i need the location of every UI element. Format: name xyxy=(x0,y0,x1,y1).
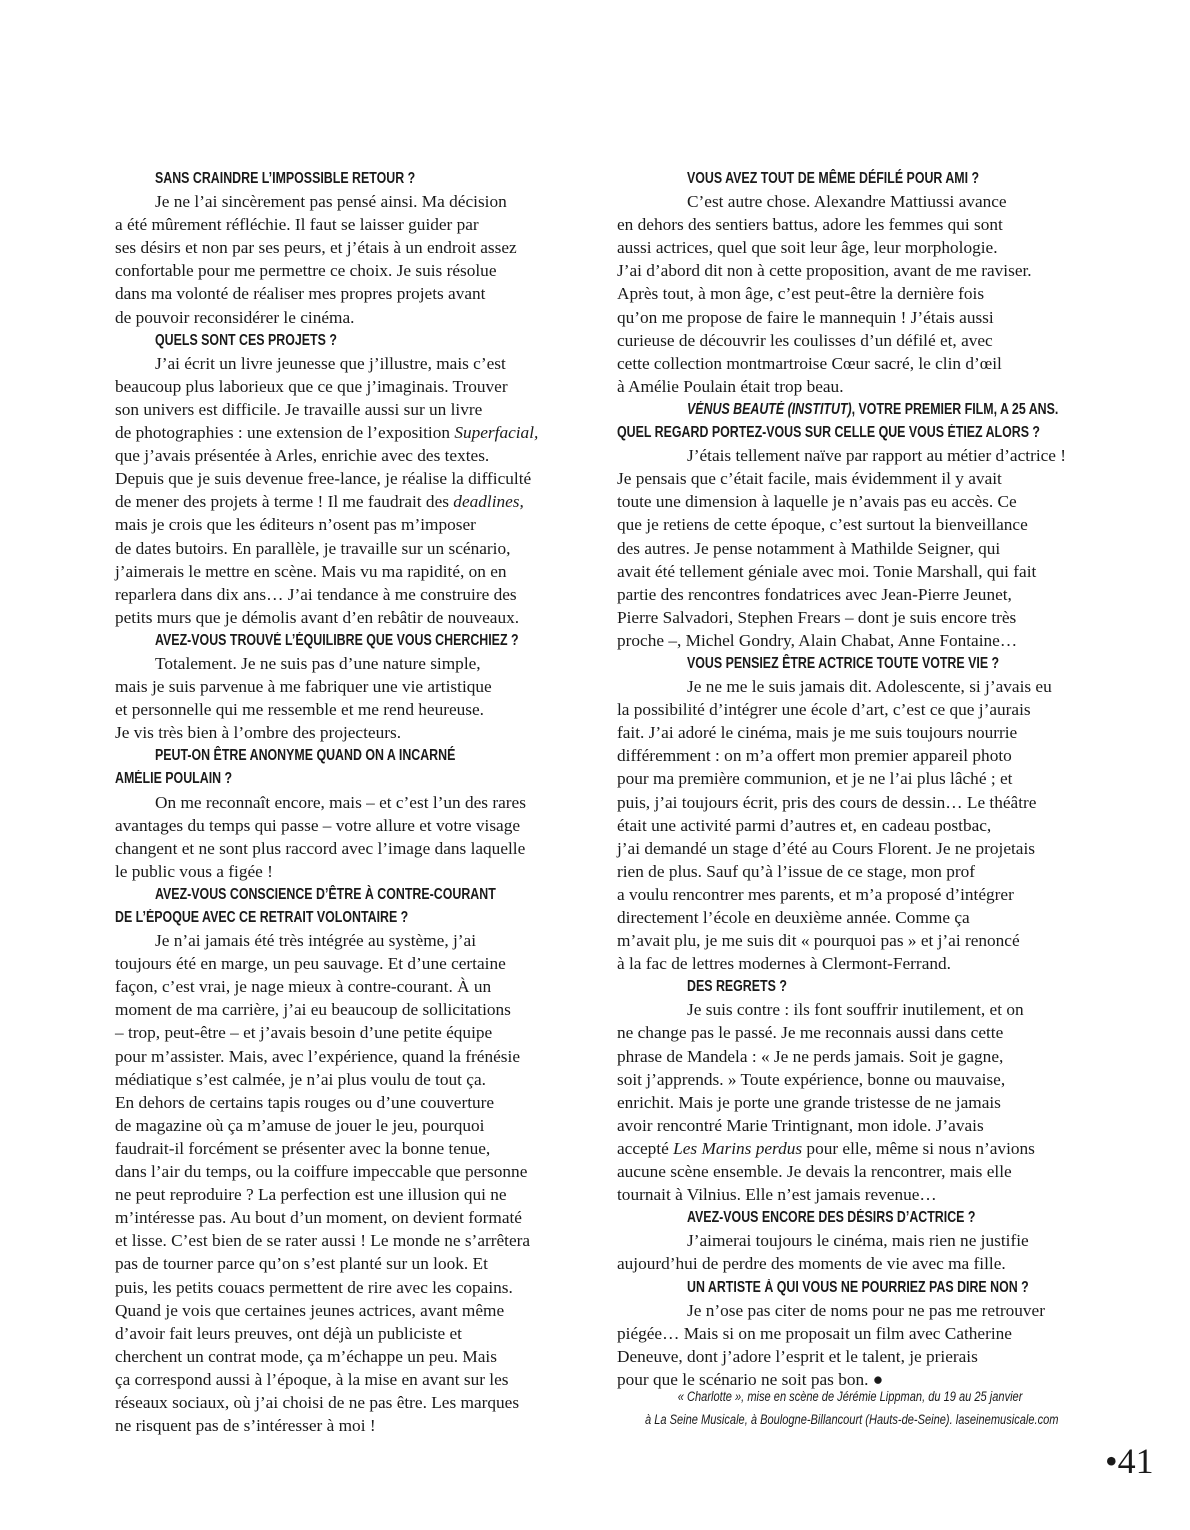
text-run: Je ne me le suis jamais dit. Adolescente, si j’avais eu xyxy=(687,677,1052,697)
text-run: J’aimerai toujours le cinéma, mais rien ne justifie xyxy=(687,1231,1029,1251)
show-credits xyxy=(645,1385,1149,1431)
interview-answer-line xyxy=(617,1068,1117,1091)
interview-answer-line xyxy=(115,975,585,998)
text-run: en dehors des sentiers battus, adore les femmes qui sont xyxy=(617,215,1003,235)
text-run: j’ai demandé un stage d’été au Cours Florent. Je ne projetais xyxy=(617,838,1035,858)
text-run: puis, j’ai toujours écrit, pris des cours de dessin… Le théâtre xyxy=(617,792,1037,812)
interview-question-line xyxy=(115,329,585,352)
interview-answer-line xyxy=(115,490,585,513)
text-run: QUELS SONT CES PROJETS ? xyxy=(155,331,337,349)
text-run: ne risquent pas de s’intéresser à moi ! xyxy=(115,1416,376,1436)
interview-answer-line xyxy=(617,444,1117,467)
interview-answer-line xyxy=(617,606,1117,629)
interview-answer-line xyxy=(115,282,585,305)
question-text xyxy=(687,1276,1029,1299)
text-run: toute une dimension à laquelle je n’avais pas eu accès. Ce xyxy=(617,492,1017,512)
text-run: mais je suis parvenue à me fabriquer une vie artistique xyxy=(115,677,492,697)
interview-answer-line xyxy=(115,513,585,536)
text-run: Je pensais que c’était facile, mais évidemment il y avait xyxy=(617,469,1002,489)
text-run: En dehors de certains tapis rouges ou d’une couverture xyxy=(115,1092,495,1112)
text-run: cherchent un contrat mode, ça m’échappe un peu. Mais xyxy=(115,1346,497,1366)
text-run: a été mûrement réfléchie. Il faut se laisser guider par xyxy=(115,215,479,235)
interview-answer-line xyxy=(617,906,1117,929)
text-run: de dates butoirs. En parallèle, je travaille sur un scénario, xyxy=(115,538,511,558)
text-run: rien de plus. Sauf qu’à l’issue de ce stage, mon prof xyxy=(617,861,976,881)
interview-answer-line xyxy=(617,329,1117,352)
question-text xyxy=(155,167,415,190)
text-run: cette collection montmartroise Cœur sacré, le clin d’œil xyxy=(617,353,1002,373)
text-run: de magazine où ça m’amuse de jouer le jeu, pourquoi xyxy=(115,1115,485,1135)
interview-answer-line xyxy=(115,213,585,236)
interview-answer-line xyxy=(115,698,585,721)
interview-answer-line xyxy=(617,698,1117,721)
interview-answer-line xyxy=(115,606,585,629)
text-run: pas de tourner parce qu’on s’est planté sur un look. Et xyxy=(115,1254,488,1274)
interview-answer-line xyxy=(617,721,1117,744)
question-text xyxy=(687,1206,975,1229)
text-run: Je suis contre : ils font souffrir inutilement, et on xyxy=(687,1000,1024,1020)
interview-question-line xyxy=(617,1206,1117,1229)
text-run: Je vis très bien à l’ombre des projecteurs. xyxy=(115,723,402,743)
interview-answer-line xyxy=(115,1322,585,1345)
interview-answer-line xyxy=(617,1322,1117,1345)
interview-answer-line xyxy=(617,375,1117,398)
interview-answer-line xyxy=(115,375,585,398)
interview-answer-line xyxy=(617,1299,1117,1322)
interview-answer-line xyxy=(617,1045,1117,1068)
interview-answer-line xyxy=(617,629,1117,652)
interview-answer-line xyxy=(617,352,1117,375)
interview-answer-line xyxy=(617,1021,1117,1044)
interview-answer-line xyxy=(617,1183,1117,1206)
interview-answer-line xyxy=(617,513,1117,536)
interview-answer-line xyxy=(617,213,1117,236)
question-text xyxy=(155,744,455,767)
text-run: AVEZ-VOUS CONSCIENCE D’ÊTRE À CONTRE-COURANT xyxy=(155,885,496,903)
question-text xyxy=(155,629,519,652)
text-run: PEUT-ON ÊTRE ANONYME QUAND ON A INCARNÉ xyxy=(155,747,456,765)
text-run: à la fac de lettres modernes à Clermont-Ferrand. xyxy=(617,954,951,974)
credits-line: à La Seine Musicale, à Boulogne-Billancourt (Hauts-de-Seine). laseinemusicale.com xyxy=(645,1412,1059,1427)
interview-answer-line xyxy=(115,1206,585,1229)
interview-answer-line xyxy=(115,1345,585,1368)
text-run: m’avait plu, je me suis dit « pourquoi pas » et j’ai renoncé xyxy=(617,931,1020,951)
interview-answer-line xyxy=(617,814,1117,837)
text-run: AMÉLIE POULAIN ? xyxy=(115,770,233,788)
text-run: j’aimerais le mettre en scène. Mais vu ma rapidité, on en xyxy=(115,561,507,581)
interview-question-line xyxy=(115,167,585,190)
text-run: d’avoir fait leurs preuves, ont déjà un publiciste et xyxy=(115,1323,462,1343)
interview-question-line xyxy=(617,421,1117,444)
interview-question-line xyxy=(115,906,585,929)
text-run: reparlera dans dix ans… J’ai tendance à me construire des xyxy=(115,584,517,604)
text-run: réseaux sociaux, où j’ai choisi de ne pas être. Les marques xyxy=(115,1392,520,1412)
italic-title: deadlines, xyxy=(453,492,524,512)
interview-answer-line xyxy=(115,537,585,560)
interview-answer-line xyxy=(617,1137,1117,1160)
text-run: ne peut reproduire ? La perfection est une illusion qui ne xyxy=(115,1185,507,1205)
text-run: tournait à Vilnius. Elle n’est jamais revenue… xyxy=(617,1185,937,1205)
text-run: que j’avais présentée à Arles, enrichie avec des textes. xyxy=(115,446,490,466)
text-run: Je n’ai jamais été très intégrée au système, j’ai xyxy=(155,931,477,951)
text-run: moment de ma carrière, j’ai eu beaucoup de sollicitations xyxy=(115,1000,511,1020)
text-run: pour que le scénario ne soit pas bon. ● xyxy=(617,1369,884,1389)
interview-answer-line xyxy=(617,490,1117,513)
text-run: directement l’école en deuxième année. Comme ça xyxy=(617,908,970,927)
text-run: piégée… Mais si on me proposait un film avec Catherine xyxy=(617,1323,1012,1343)
text-run: ses désirs et non par ses peurs, et j’étais à un endroit assez xyxy=(115,238,517,258)
text-run: soit j’apprends. » Toute expérience, bonne ou mauvaise, xyxy=(617,1069,1006,1089)
text-run: ne change pas le passé. Je me reconnais aussi dans cette xyxy=(617,1023,1004,1043)
interview-answer-line xyxy=(617,744,1117,767)
text-run: a voulu rencontrer mes parents, et m’a proposé d’intégrer xyxy=(617,884,1014,904)
interview-answer-line xyxy=(617,190,1117,213)
interview-answer-line xyxy=(115,1183,585,1206)
interview-answer-line xyxy=(115,791,585,814)
text-run: de pouvoir reconsidérer le cinéma. xyxy=(115,307,355,327)
text-run: DE L’ÉPOQUE AVEC CE RETRAIT VOLONTAIRE ? xyxy=(115,909,409,926)
text-run: SANS CRAINDRE L’IMPOSSIBLE RETOUR ? xyxy=(155,170,416,187)
text-run: UN ARTISTE À QUI VOUS NE POURRIEZ PAS DIRE NON ? xyxy=(687,1278,1029,1296)
text-run: VOUS AVEZ TOUT DE MÊME DÉFILÉ POUR AMI ? xyxy=(687,170,980,187)
interview-answer-line xyxy=(617,791,1117,814)
interview-answer-line xyxy=(115,560,585,583)
text-run: m’intéresse pas. Au bout d’un moment, on devient formaté xyxy=(115,1208,522,1228)
question-text xyxy=(155,883,496,906)
interview-answer-line xyxy=(115,1137,585,1160)
text-run: changent et ne sont plus raccord avec l’image dans laquelle xyxy=(115,838,526,858)
interview-answer-line xyxy=(115,837,585,860)
text-run: avait été tellement géniale avec moi. Tonie Marshall, qui fait xyxy=(617,561,1037,581)
interview-answer-line xyxy=(115,259,585,282)
interview-answer-line xyxy=(115,814,585,837)
text-run: façon, c’est vrai, je nage mieux à contre-courant. À un xyxy=(115,977,492,997)
text-run: proche –, Michel Gondry, Alain Chabat, Anne Fontaine… xyxy=(617,630,1018,650)
text-run: qu’on me propose de faire le mannequin ! J’étais aussi xyxy=(617,307,994,327)
text-run: J’ai d’abord dit non à cette proposition, avant de me raviser. xyxy=(617,261,1032,281)
interview-answer-line xyxy=(115,1252,585,1275)
question-text xyxy=(687,167,979,190)
text-run: dans ma volonté de réaliser mes propres projets avant xyxy=(115,284,486,304)
text-run: partie des rencontres fondatrices avec Jean-Pierre Jeunet, xyxy=(617,584,1012,604)
italic-title: VÉNUS BEAUTÉ (INSTITUT) xyxy=(687,400,852,418)
interview-question-line xyxy=(617,975,1117,998)
text-run: Totalement. Je ne suis pas d’une nature simple, xyxy=(155,653,481,673)
interview-answer-line xyxy=(115,1368,585,1391)
interview-answer-line xyxy=(115,398,585,421)
interview-question-line xyxy=(115,629,585,652)
text-run: DES REGRETS ? xyxy=(687,978,787,996)
interview-answer-line xyxy=(617,952,1117,975)
text-run: pour ma première communion, et je ne l’ai plus lâché ; et xyxy=(617,769,1013,789)
interview-answer-line xyxy=(617,282,1117,305)
interview-question-line xyxy=(617,167,1117,190)
interview-answer-line xyxy=(617,998,1117,1021)
interview-answer-line xyxy=(115,1160,585,1183)
interview-question-line xyxy=(115,883,585,906)
page-number: •41 xyxy=(1105,1441,1154,1481)
interview-answer-line xyxy=(617,837,1117,860)
interview-answer-line xyxy=(115,1299,585,1322)
italic-title: Les Marins perdus xyxy=(673,1138,803,1158)
text-run: petits murs que je démolis avant d’en rebâtir de nouveaux. xyxy=(115,607,520,627)
text-run: et lisse. C’est bien de se rater aussi ! Le monde ne s’arrêtera xyxy=(115,1231,531,1251)
text-run: aussi actrices, quel que soit leur âge, leur morphologie. xyxy=(617,238,998,258)
text-run: curieuse de découvrir les coulisses d’un défilé et, avec xyxy=(617,330,993,350)
text-run: J’étais tellement naïve par rapport au métier d’actrice ! xyxy=(687,446,1067,466)
text-run: accepté xyxy=(617,1138,674,1158)
text-run: Je n’ose pas citer de noms pour ne pas me retrouver xyxy=(687,1300,1045,1320)
text-run: – trop, peut-être – et j’avais besoin d’une petite équipe xyxy=(115,1023,493,1043)
text-run: toujours été en marge, un peu sauvage. Et d’une certaine xyxy=(115,954,506,974)
interview-answer-line xyxy=(617,306,1117,329)
question-text xyxy=(115,767,232,790)
interview-question-line xyxy=(115,744,585,767)
text-run: et personnelle qui me ressemble et me rend heureuse. xyxy=(115,700,485,720)
interview-answer-line xyxy=(617,1229,1117,1252)
text-run: médiatique s’est calmée, je n’ai plus voulu de tout ça. xyxy=(115,1069,486,1089)
text-run: le public vous a figée ! xyxy=(115,861,273,881)
question-text xyxy=(687,652,999,675)
interview-question-line xyxy=(617,398,1117,421)
interview-answer-line xyxy=(115,467,585,490)
interview-answer-line xyxy=(115,444,585,467)
text-run: , VOTRE PREMIER FILM, A 25 ANS. xyxy=(851,400,1059,418)
text-run: AVEZ-VOUS TROUVÉ L’ÉQUILIBRE QUE VOUS CHERCHIEZ ? xyxy=(155,631,519,649)
text-run: des autres. Je pense notamment à Mathilde Seigner, qui xyxy=(617,538,1001,558)
text-run: confortable pour me permettre ce choix. Je suis résolue xyxy=(115,261,497,281)
interview-answer-line xyxy=(115,929,585,952)
interview-answer-line xyxy=(115,652,585,675)
question-text xyxy=(155,329,337,352)
interview-question-line xyxy=(617,652,1117,675)
text-run: que je retiens de cette époque, c’est surtout la bienveillance xyxy=(617,515,1028,535)
interview-answer-line xyxy=(617,1091,1117,1114)
interview-answer-line xyxy=(115,1229,585,1252)
text-run: beaucoup plus laborieux que ce que j’imaginais. Trouver xyxy=(115,376,508,396)
interview-answer-line xyxy=(617,767,1117,790)
interview-answer-line xyxy=(115,998,585,1021)
question-text xyxy=(687,975,787,998)
interview-answer-line xyxy=(115,1045,585,1068)
text-run: phrase de Mandela : « Je ne perds jamais. Soit je gagne, xyxy=(617,1046,1004,1066)
text-run: était une activité parmi d’autres et, en cadeau postbac, xyxy=(617,815,992,835)
text-run: mais je crois que les éditeurs n’osent pas m’imposer xyxy=(115,515,476,535)
interview-answer-line xyxy=(115,306,585,329)
interview-answer-line xyxy=(617,1160,1117,1183)
interview-answer-line xyxy=(115,583,585,606)
text-run: de mener des projets à terme ! Il me faudrait des xyxy=(115,492,454,512)
interview-question-line xyxy=(115,767,585,790)
text-run: On me reconnaît encore, mais – et c’est l’un des rares xyxy=(155,792,526,812)
interview-answer-line xyxy=(617,1345,1117,1368)
text-run: Je ne l’ai sincèrement pas pensé ainsi. Ma décision xyxy=(155,192,507,212)
text-run: à Amélie Poulain était trop beau. xyxy=(617,376,844,396)
text-run: différemment : on m’a offert mon premier appareil photo xyxy=(617,746,1012,766)
question-text xyxy=(687,398,1058,421)
interview-answer-line xyxy=(617,537,1117,560)
text-run: enrichit. Mais je porte une grande tristesse de ne jamais xyxy=(617,1092,1001,1112)
interview-answer-line xyxy=(115,860,585,883)
text-run: Après tout, à mon âge, c’est peut-être la dernière fois xyxy=(617,284,985,304)
text-run: Depuis que je suis devenue free-lance, je réalise la difficulté xyxy=(115,469,532,489)
interview-answer-line xyxy=(115,721,585,744)
interview-answer-line xyxy=(115,352,585,375)
interview-answer-line xyxy=(617,1252,1117,1275)
interview-answer-line xyxy=(617,467,1117,490)
interview-answer-line xyxy=(115,952,585,975)
text-run: avantages du temps qui passe – votre allure et votre visage xyxy=(115,815,521,835)
article-column-left xyxy=(115,167,585,1437)
interview-answer-line xyxy=(115,236,585,259)
interview-answer-line xyxy=(115,1391,585,1414)
text-run: aujourd’hui de perdre des moments de vie avec ma fille. xyxy=(617,1254,1006,1274)
interview-answer-line xyxy=(617,236,1117,259)
question-text xyxy=(617,421,1040,444)
text-run: faudrait-il forcément se présenter avec la bonne tenue, xyxy=(115,1138,491,1158)
interview-question-line xyxy=(617,1276,1117,1299)
interview-answer-line xyxy=(115,1021,585,1044)
article-column-right xyxy=(617,167,1117,1391)
interview-answer-line xyxy=(617,675,1117,698)
interview-answer-line xyxy=(115,675,585,698)
text-run: Deneuve, dont j’adore l’esprit et le talent, je prierais xyxy=(617,1346,978,1366)
text-run: J’ai écrit un livre jeunesse que j’illustre, mais c’est xyxy=(155,353,506,373)
text-run: VOUS PENSIEZ ÊTRE ACTRICE TOUTE VOTRE VIE ? xyxy=(687,654,1000,672)
text-run: son univers est difficile. Je travaille aussi sur un livre xyxy=(115,399,483,419)
interview-answer-line xyxy=(617,583,1117,606)
text-run: pour m’assister. Mais, avec l’expérience, quand la frénésie xyxy=(115,1046,520,1066)
interview-answer-line xyxy=(115,1091,585,1114)
question-text xyxy=(115,906,408,929)
text-run: QUEL REGARD PORTEZ-VOUS SUR CELLE QUE VOUS ÉTIEZ ALORS ? xyxy=(617,424,1041,442)
interview-answer-line xyxy=(115,1114,585,1137)
text-run: Pierre Salvadori, Stephen Frears – dont je suis encore très xyxy=(617,607,1017,627)
text-run: AVEZ-VOUS ENCORE DES DÉSIRS D’ACTRICE ? xyxy=(687,1209,976,1227)
text-run: de photographies : une extension de l’exposition xyxy=(115,423,455,443)
text-run: la possibilité d’intégrer une école d’art, c’est ce que j’aurais xyxy=(617,700,1031,720)
text-run: avoir rencontré Marie Trintignant, mon idole. J’avais xyxy=(617,1115,984,1135)
interview-answer-line xyxy=(115,421,585,444)
italic-title: Superfacial, xyxy=(454,423,539,443)
interview-answer-line xyxy=(115,1414,585,1437)
interview-answer-line xyxy=(617,259,1117,282)
credits-line: « Charlotte », mise en scène de Jérémie Lippman, du 19 au 25 janvier xyxy=(677,1389,1023,1404)
interview-answer-line xyxy=(617,929,1117,952)
text-run: Quand je vois que certaines jeunes actrices, avant même xyxy=(115,1300,505,1320)
text-run: C’est autre chose. Alexandre Mattiussi avance xyxy=(687,192,1007,212)
interview-answer-line xyxy=(617,883,1117,906)
text-run: aucune scène ensemble. Je devais la rencontrer, mais elle xyxy=(617,1162,1012,1182)
interview-answer-line xyxy=(617,860,1117,883)
text-run: ça correspond aussi à l’époque, à la mise en avant sur les xyxy=(115,1369,509,1389)
text-run: pour elle, même si nous n’avions xyxy=(802,1138,1035,1158)
text-run: fait. J’ai adoré le cinéma, mais je me suis toujours nourrie xyxy=(617,723,1018,743)
interview-answer-line xyxy=(115,190,585,213)
interview-answer-line xyxy=(115,1068,585,1091)
interview-answer-line xyxy=(617,1114,1117,1137)
text-run: puis, les petits couacs permettent de rire avec les copains. xyxy=(115,1277,513,1297)
interview-answer-line xyxy=(115,1276,585,1299)
interview-answer-line xyxy=(617,560,1117,583)
text-run: dans l’air du temps, ou la coiffure impeccable que personne xyxy=(115,1162,528,1182)
